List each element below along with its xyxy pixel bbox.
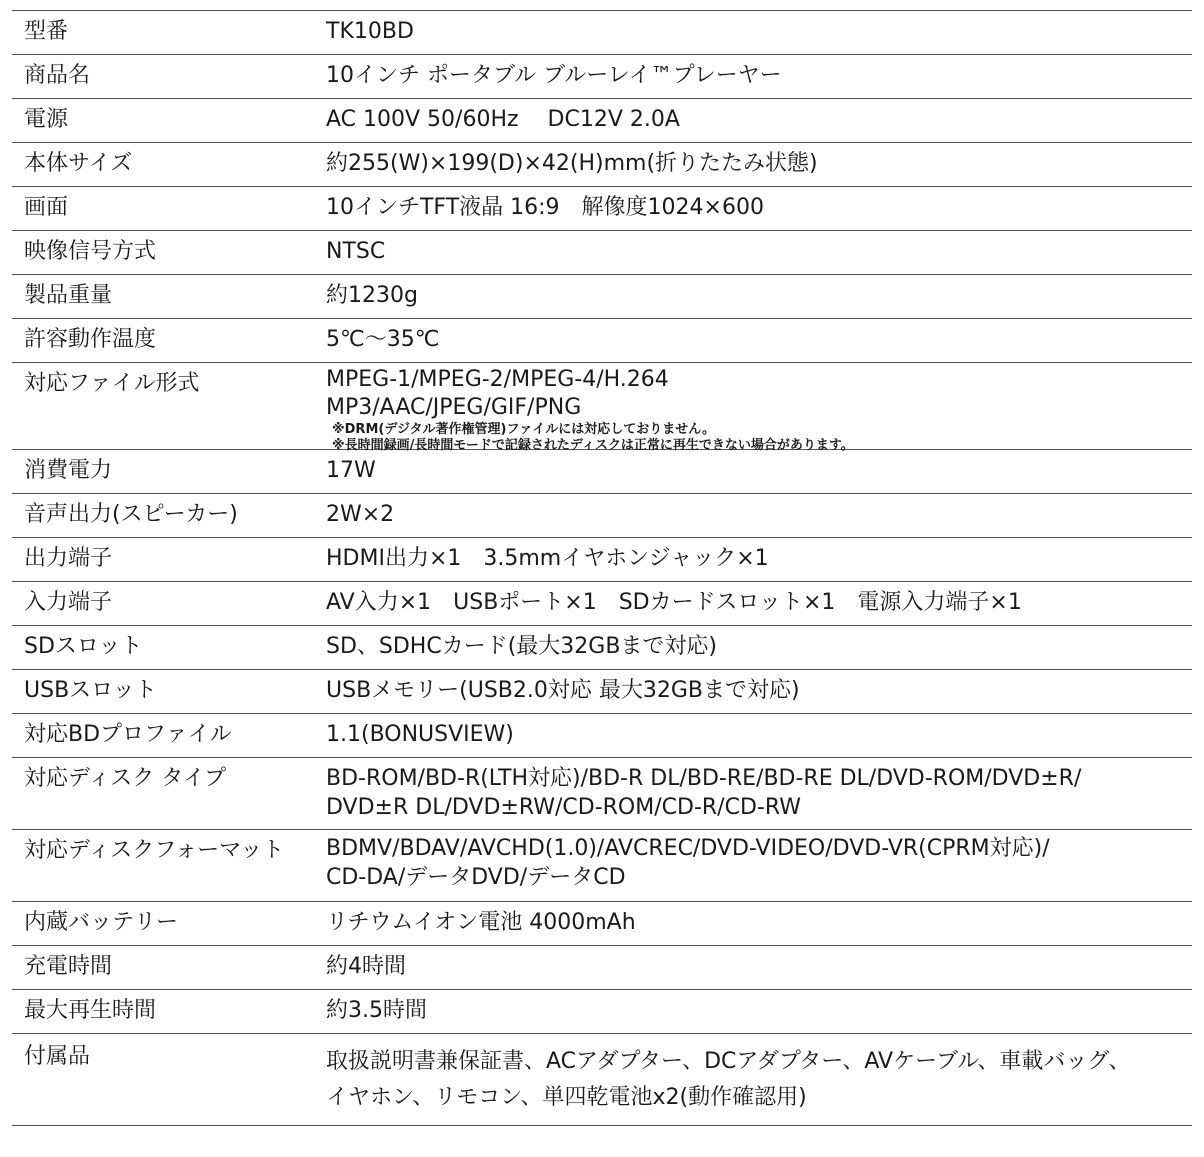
spec-label: 対応ディスク タイプ (24, 766, 227, 791)
spec-value (326, 363, 1192, 453)
spec-row-temperature (12, 319, 1192, 363)
spec-row-file-formats (12, 363, 1192, 453)
spec-row-battery (12, 902, 1192, 946)
spec-value-line: 10インチTFT液晶 16:9 解像度1024×600 (326, 195, 764, 220)
spec-value-line: HDMI出力×1 3.5mmイヤホンジャック×1 (326, 546, 769, 571)
spec-label: SDスロット (24, 634, 143, 659)
spec-value-line: DVD±R DL/DVD±RW/CD-ROM/CD-R/CD-RW (326, 795, 801, 820)
spec-value-line: 17W (326, 458, 376, 483)
spec-value (326, 582, 1192, 625)
spec-row-input-terminals (12, 582, 1192, 626)
spec-value-line: 約4時間 (326, 954, 406, 979)
spec-value-line: CD-DA/データDVD/データCD (326, 865, 626, 890)
spec-value (326, 1034, 1192, 1125)
spec-value (326, 830, 1192, 901)
spec-row-disc-types (12, 758, 1192, 830)
spec-row-sd-slot (12, 626, 1192, 670)
spec-row-usb-slot (12, 670, 1192, 714)
spec-label: 付属品 (24, 1044, 91, 1069)
spec-value (326, 714, 1192, 757)
spec-value (326, 275, 1192, 318)
spec-value-line: 約3.5時間 (326, 998, 427, 1023)
spec-value (326, 55, 1192, 98)
spec-label: USBスロット (24, 678, 157, 703)
spec-label: 対応ファイル形式 (24, 371, 200, 396)
spec-row-disc-formats (12, 830, 1192, 902)
spec-value-line: 10インチ ポータブル ブルーレイ™プレーヤー (326, 63, 782, 88)
spec-row-size (12, 143, 1192, 187)
spec-value (326, 99, 1192, 142)
spec-value-line: 約255(W)×199(D)×42(H)mm(折りたたみ状態) (326, 151, 818, 176)
spec-note: ※DRM(デジタル著作権管理)ファイルには対応しておりません。 (332, 422, 715, 437)
spec-value-line: BD-ROM/BD-R(LTH対応)/BD-R DL/BD-RE/BD-RE DL/DVD-ROM/DVD±R/ (326, 766, 1082, 791)
spec-label: 商品名 (24, 63, 91, 88)
spec-value-line: 約1230g (326, 283, 418, 308)
spec-value (326, 670, 1192, 713)
spec-label: 型番 (24, 19, 69, 44)
spec-label: 対応ディスクフォーマット (24, 838, 285, 863)
spec-value-line: MP3/AAC/JPEG/GIF/PNG (326, 395, 582, 420)
spec-value-line: 1.1(BONUSVIEW) (326, 722, 514, 747)
spec-value-line: TK10BD (326, 19, 414, 44)
spec-row-output-terminals (12, 538, 1192, 582)
spec-value-line: AC 100V 50/60Hz DC12V 2.0A (326, 107, 680, 132)
spec-row-charge-time (12, 946, 1192, 990)
spec-value (326, 450, 1192, 493)
spec-note: ※長時間録画/長時間モードで記録されたディスクは正常に再生できない場合があります。 (332, 438, 854, 453)
spec-value-line: 2W×2 (326, 502, 395, 527)
spec-label: 電源 (24, 107, 69, 132)
spec-row-accessories (12, 1034, 1192, 1126)
spec-label: 入力端子 (24, 590, 113, 615)
spec-row-screen (12, 187, 1192, 231)
spec-value-line: リチウムイオン電池 4000mAh (326, 910, 636, 935)
spec-label: 充電時間 (24, 954, 113, 979)
spec-label: 対応BDプロファイル (24, 722, 232, 747)
spec-value (326, 231, 1192, 274)
spec-label: 出力端子 (24, 546, 113, 571)
spec-row-playback-time (12, 990, 1192, 1034)
spec-value-line: 5℃〜35℃ (326, 327, 440, 352)
spec-row-product-name (12, 55, 1192, 99)
spec-value-line: 取扱説明書兼保証書、ACアダプター、DCアダプター、AVケーブル、車載バッグ、 (326, 1049, 1131, 1074)
spec-label: 最大再生時間 (24, 998, 157, 1023)
spec-table (12, 10, 1192, 1126)
spec-value-line: NTSC (326, 239, 386, 264)
spec-value-line: イヤホン、リモコン、単四乾電池x2(動作確認用) (326, 1085, 807, 1110)
spec-value (326, 319, 1192, 362)
spec-label: 画面 (24, 195, 69, 220)
spec-label: 音声出力(スピーカー) (24, 502, 238, 527)
spec-value (326, 946, 1192, 989)
spec-value (326, 626, 1192, 669)
spec-value-line: USBメモリー(USB2.0対応 最大32GBまで対応) (326, 678, 800, 703)
spec-row-power (12, 99, 1192, 143)
spec-row-bd-profile (12, 714, 1192, 758)
spec-label: 映像信号方式 (24, 239, 157, 264)
spec-label: 内蔵バッテリー (24, 910, 179, 935)
spec-row-audio-output (12, 494, 1192, 538)
spec-value (326, 758, 1192, 829)
spec-value-line: SD、SDHCカード(最大32GBまで対応) (326, 634, 718, 659)
spec-value (326, 538, 1192, 581)
spec-label: 許容動作温度 (24, 327, 157, 352)
spec-value-line: BDMV/BDAV/AVCHD(1.0)/AVCREC/DVD-VIDEO/DVD-VR(CPRM対応)/ (326, 836, 1050, 861)
spec-value-line: MPEG-1/MPEG-2/MPEG-4/H.264 (326, 367, 669, 392)
spec-value (326, 143, 1192, 186)
spec-label: 消費電力 (24, 458, 113, 483)
spec-value (326, 902, 1192, 945)
spec-value (326, 11, 1192, 54)
spec-value (326, 990, 1192, 1033)
spec-row-video-signal (12, 231, 1192, 275)
spec-value (326, 494, 1192, 537)
spec-label: 製品重量 (24, 283, 113, 308)
spec-label: 本体サイズ (24, 151, 133, 176)
spec-row-power-consumption (12, 450, 1192, 494)
spec-value-line: AV入力×1 USBポート×1 SDカードスロット×1 電源入力端子×1 (326, 590, 1022, 615)
spec-row-model (12, 11, 1192, 55)
spec-row-weight (12, 275, 1192, 319)
spec-value (326, 187, 1192, 230)
